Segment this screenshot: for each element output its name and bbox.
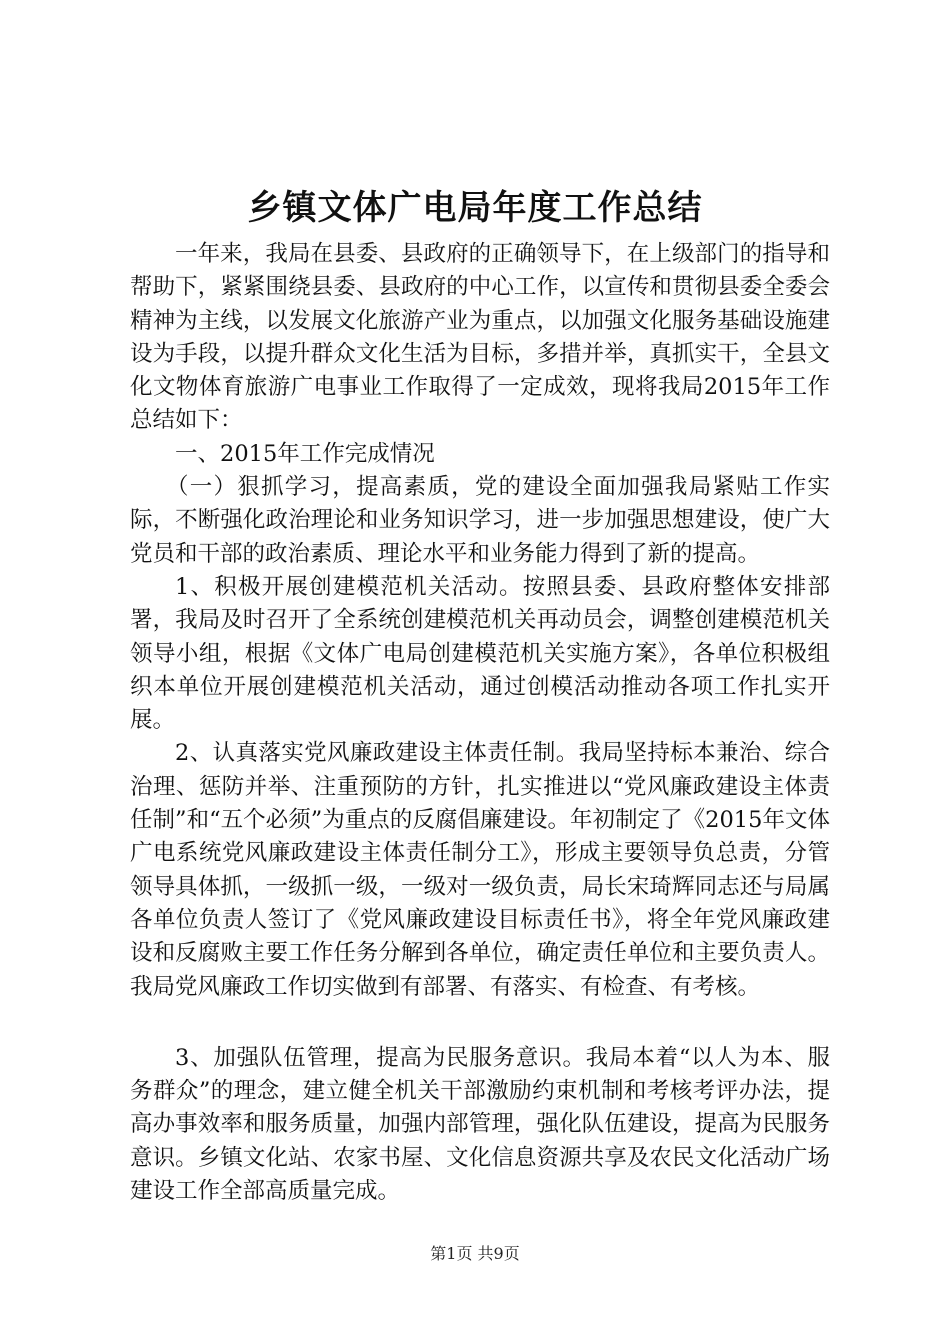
document-title: 乡镇文体广电局年度工作总结 bbox=[247, 188, 703, 228]
intro-paragraph: 一年来，我局在县委、县政府的正确领导下，在上级部门的指导和帮助下，紧紧围绕县委、县政府的中心工作，以宣传和贯彻县委全委会精神为主线，以发展文化旅游产业为重点，以加强文化服务基础设施建设为手段，以提升群众文化生活为目标，多措并举，真抓实干，全县文化文物体育旅游广电事业工作取得了一定成效，现将我局2015年工作总结如下： bbox=[130, 241, 830, 434]
document-body bbox=[130, 238, 830, 1208]
page-footer: 第1页 共9页 bbox=[430, 1244, 520, 1263]
subsection-paragraph: （一）狠抓学习，提高素质，党的建设全面加强我局紧贴工作实际，不断强化政治理论和业务知识学习，进一步加强思想建设，使广大党员和干部的政治素质、理论水平和业务能力得到了新的提高。 bbox=[130, 474, 830, 567]
item-paragraph-1: 1、积极开展创建模范机关活动。按照县委、县政府整体安排部署，我局及时召开了全系统创建模范机关再动员会，调整创建模范机关领导小组，根据《文体广电局创建模范机关实施方案》，各单位积极组织本单位开展创建模范机关活动，通过创模活动推动各项工作扎实开展。 bbox=[130, 573, 830, 734]
item-paragraph-3: 3、加强队伍管理，提高为民服务意识。我局本着“以人为本、服务群众”的理念，建立健全机关干部激励约束机制和考核考评办法，提高办事效率和服务质量，加强内部管理，强化队伍建设，提高为民服务意识。乡镇文化站、农家书屋、文化信息资源共享及农民文化活动广场建设工作全部高质量完成。 bbox=[130, 1044, 830, 1205]
item-paragraph-2: 2、认真落实党风廉政建设主体责任制。我局坚持标本兼治、综合治理、惩防并举、注重预防的方针，扎实推进以“党风廉政建设主体责任制”和“五个必须”为重点的反腐倡廉建设。年初制定了《2015年文体广电系统党风廉政建设主体责任制分工》，形成主要领导负总责，分管领导具体抓，一级抓一级，一级对一级负责，局长宋琦辉同志还与局属各单位负责人签订了《党风廉政建设目标责任书》，将全年党风廉政建设和反腐败主要工作任务分解到各单位，确定责任单位和主要负责人。我局党风廉政工作切实做到有部署、有落实、有检查、有考核。 bbox=[130, 740, 830, 1000]
paragraph-gap bbox=[130, 1004, 830, 1042]
section-heading: 一、2015年工作完成情况 bbox=[175, 440, 435, 467]
